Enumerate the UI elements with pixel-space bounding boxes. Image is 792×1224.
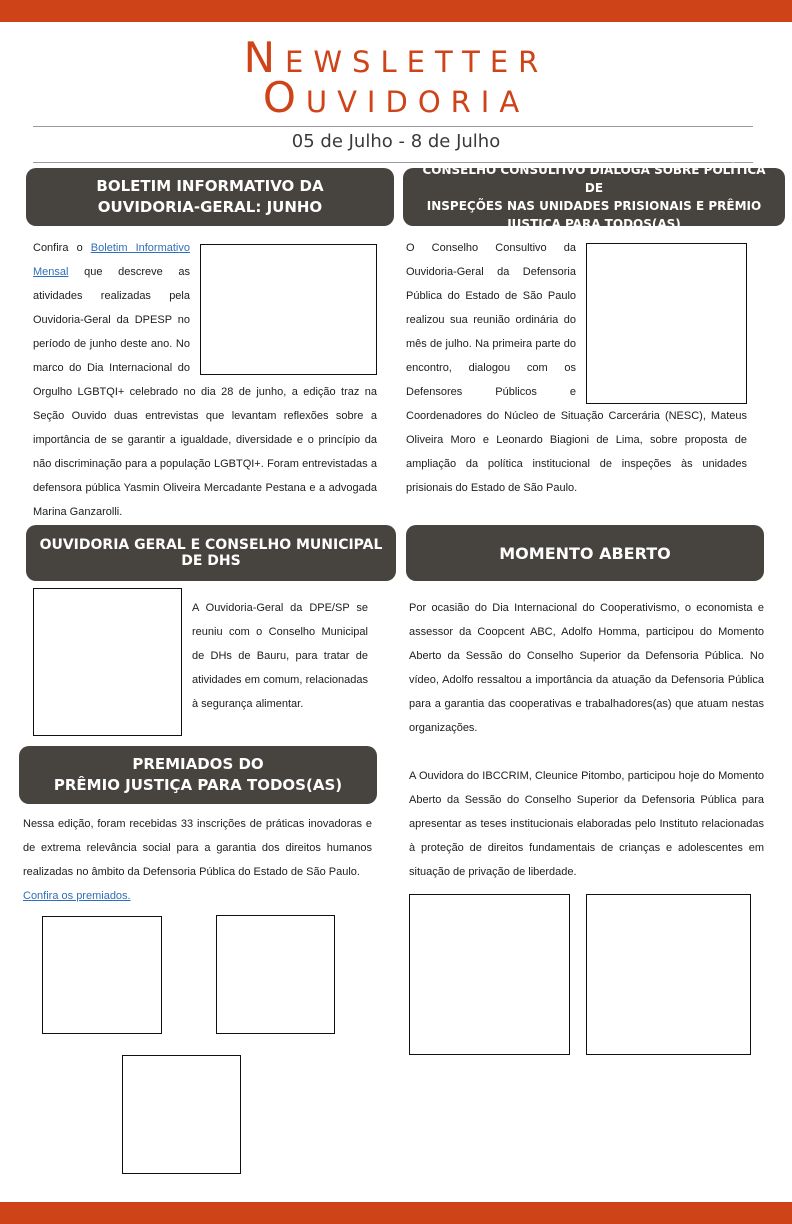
ouvidoria-title: Ouvidoria bbox=[262, 73, 530, 122]
boletim-heading bbox=[26, 168, 394, 226]
boletim-heading-line1: BOLETIM INFORMATIVO DA bbox=[96, 177, 324, 195]
momento-heading-text: MOMENTO ABERTO bbox=[499, 543, 671, 563]
conselho-text-body: O Conselho Consultivo da Ouvidoria-Geral da Defensoria Pública do Estado de São Paulo realizou sua reunião ordinária do mês de julho. Na primeira parte do encontro, dialogou com os Defensores Públicos e Coordenadores do Núcleo de Situação Carcerária (NESC), Mateus Oliveira Moro e Leonardo Biagioni de Lima, sobre proposta de ampliação da política institucional de inspeções às unidades prisionais do Estado de São Paulo. bbox=[406, 242, 747, 494]
dhs-text: A Ouvidoria-Geral da DPE/SP se reuniu com o Conselho Municipal de DHs de Bauru, para tratar de atividades em comum, relacionadas à segurança alimentar. bbox=[192, 602, 368, 710]
conselho-heading bbox=[403, 163, 785, 231]
top-accent-bar bbox=[0, 0, 792, 22]
momento-image-2 bbox=[586, 894, 751, 1055]
boletim-heading-line2: OUVIDORIA-GERAL: JUNHO bbox=[97, 198, 323, 216]
date-range: 05 de Julho - 8 de Julho bbox=[291, 131, 501, 152]
premiados-heading bbox=[19, 746, 377, 804]
bottom-accent-bar bbox=[0, 1202, 792, 1224]
momento-text-2: A Ouvidora do IBCCRIM, Cleunice Pitombo, participou hoje do Momento Aberto da Sessão do Conselho Superior da Defensoria Pública para apresentar as teses institucionais elaboradas pelo Instituto relacionadas à proteção de direitos fundamentais de crianças e adolescentes em situação de privação de liberdade. bbox=[409, 770, 764, 878]
boletim-text-intro: Confira o bbox=[33, 242, 91, 254]
dhs-heading bbox=[26, 525, 396, 581]
newsletter-title: Newsletter bbox=[243, 33, 549, 82]
conselho-image bbox=[586, 243, 747, 404]
premiado-image-3 bbox=[122, 1055, 241, 1174]
premiado-image-2 bbox=[216, 915, 335, 1034]
boletim-text-body: que descreve as atividades realizadas pela Ouvidoria-Geral da DPESP no período de junho deste ano. No marco do Dia Internacional do Orgulho LGBTQI+ celebrado no dia 28 de junho, a edição traz na Seção Ouvido duas entrevistas que levantam reflexões sobre a importância de se garantir a igualdade, diversidade e o princípio da não discriminação para a população LGBTQI+. Foram entrevistadas a defensora pública Yasmin Oliveira Mercadante Pestana e a advogada Marina Ganzarolli. bbox=[33, 266, 377, 518]
premiados-text-body: Nessa edição, foram recebidas 33 inscrições de práticas inovadoras e de extrema relevância social para a garantia dos direitos humanos realizadas no âmbito da Defensoria Pública do Estado de São Paulo. bbox=[23, 818, 372, 878]
dhs-image bbox=[33, 588, 182, 736]
premiado-image-1 bbox=[42, 916, 162, 1034]
premiados-heading-line1: PREMIADOS DO bbox=[132, 755, 264, 773]
dhs-heading-text: OUVIDORIA GERAL E CONSELHO MUNICIPAL DE DHS bbox=[39, 537, 383, 569]
momento-heading bbox=[406, 525, 764, 581]
conselho-heading-line2: INSPEÇÕES NAS UNIDADES PRISIONAIS E PRÊMIO bbox=[426, 199, 762, 213]
conselho-heading-line3: JUSTIÇA PARA TODOS(AS) bbox=[507, 217, 681, 231]
premiados-heading-line2: PRÊMIO JUSTIÇA PARA TODOS(AS) bbox=[53, 776, 343, 794]
momento-image-1 bbox=[409, 894, 570, 1055]
boletim-text bbox=[33, 236, 377, 524]
conselho-heading-line1: CONSELHO CONSULTIVO DIALOGA SOBRE POLÍTICA DE bbox=[422, 163, 766, 195]
conselho-text bbox=[406, 236, 747, 500]
divider-top bbox=[33, 126, 753, 127]
boletim-image bbox=[200, 244, 377, 375]
premiados-text bbox=[23, 812, 372, 908]
premiados-link[interactable]: Confira os premiados. bbox=[23, 890, 131, 902]
momento-text-1: Por ocasião do Dia Internacional do Cooperativismo, o economista e assessor da Coopcent ABC, Adolfo Homma, participou do Momento Aberto da Sessão do Conselho Superior da Defensoria Pública. No vídeo, Adolfo ressaltou a importância da atuação da Defensoria Pública para a garantia das cooperativas e trabalhadores(as) que atuam nestas organizações. bbox=[409, 602, 764, 734]
boletim-link[interactable]: Boletim Informativo Mensal bbox=[33, 242, 190, 278]
